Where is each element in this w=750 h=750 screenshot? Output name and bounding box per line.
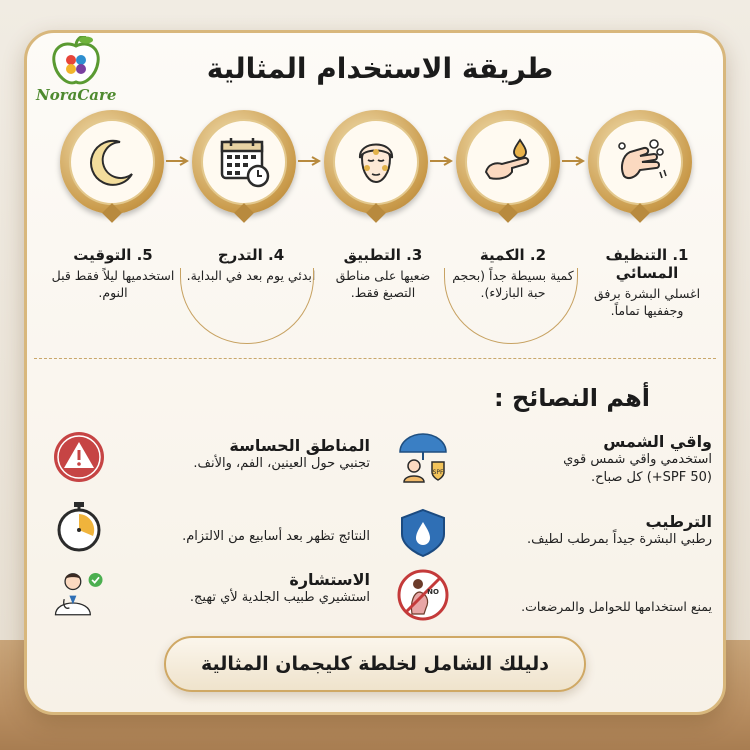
arrow-icon — [166, 156, 192, 166]
tip-moisture-head: الترطيب — [645, 512, 712, 531]
arrow-icon — [562, 156, 588, 166]
umbrella-spf-icon — [396, 430, 450, 484]
tip-sunscreen — [466, 432, 712, 487]
moon-icon — [84, 134, 140, 190]
section-divider — [34, 358, 716, 359]
step-1-circle — [588, 110, 692, 214]
tip-sensitive-head: المناطق الحساسة — [229, 436, 370, 455]
tip-results-body: النتائج تظهر بعد أسابيع من الالتزام. — [182, 529, 370, 544]
finger-drop-icon — [478, 132, 538, 192]
brand-name: NoraCare — [36, 86, 117, 104]
step-2-desc: كمية بسيطة جداً (بحجم حبة البازلاء). — [452, 268, 574, 300]
tip-sensitive — [112, 436, 370, 473]
step-1 — [582, 246, 712, 320]
face-spots-icon — [346, 132, 406, 192]
step-5 — [48, 246, 178, 302]
tip-pregnancy — [452, 598, 712, 616]
step-1-desc: اغسلي البشرة برفق وجففيها تماماً. — [593, 286, 701, 318]
step-2-title: 2. الكمية — [479, 246, 547, 264]
calendar-clock-icon — [214, 132, 274, 192]
tip-consult — [112, 570, 370, 607]
tip-sunscreen-head: واقي الشمس — [603, 432, 712, 451]
tip-moisture — [466, 512, 712, 549]
page-title: طريقة الاستخدام المثالية — [206, 52, 554, 85]
step-3 — [318, 246, 448, 302]
tip-sunscreen-body-2: (SPF 50+) كل صباح. — [590, 470, 712, 486]
step-3-desc: ضعيها على مناطق التصبغ فقط. — [335, 268, 431, 300]
step-1-title: 1. التنظيف المسائي — [605, 246, 689, 282]
stopwatch-icon — [52, 500, 106, 554]
no-badge: NO — [427, 588, 439, 596]
step-4-title: 4. التدرج — [217, 246, 285, 264]
step-5-title: 5. التوقيت — [73, 246, 153, 264]
steps-row — [52, 110, 702, 220]
tip-moisture-body: رطبي البشرة جيداً بمرطب لطيف. — [527, 532, 712, 547]
step-4-circle — [192, 110, 296, 214]
tip-sensitive-body: تجنبي حول العينين، الفم، والأنف. — [193, 456, 370, 471]
step-5-circle — [60, 110, 164, 214]
tip-consult-head: الاستشارة — [289, 570, 370, 589]
step-4-desc: ابدئي يوم بعد في البداية. — [186, 268, 316, 283]
water-drop-shield-icon — [396, 506, 450, 560]
tip-consult-body: استشيري طبيب الجلدية لأي تهيج. — [189, 590, 370, 605]
tip-results — [112, 528, 370, 546]
footer-banner — [164, 636, 586, 692]
tip-sunscreen-body-1: استخدمي واقي شمس قوي — [563, 452, 712, 467]
doctor-icon — [52, 566, 106, 620]
step-2-circle — [456, 110, 560, 214]
arrow-icon — [430, 156, 456, 166]
washing-hands-icon — [610, 132, 670, 192]
brand-logo — [36, 36, 122, 106]
tips-title: أهم النصائح : — [494, 384, 650, 412]
footer-text: دليلك الشامل لخلطة كليجمان المثالية — [200, 653, 550, 675]
step-3-circle — [324, 110, 428, 214]
arrow-icon — [298, 156, 324, 166]
step-5-desc: استخدميها ليلاً فقط قبل النوم. — [51, 268, 175, 300]
apple-logo-icon — [46, 36, 106, 88]
step-3-title: 3. التطبيق — [343, 246, 423, 264]
pregnant-no-icon — [396, 568, 450, 622]
tip-pregnancy-body: يمنع استخدامها للحوامل والمرضعات. — [521, 599, 712, 614]
warning-icon — [52, 430, 106, 484]
svg-text:SPF: SPF — [432, 469, 444, 476]
